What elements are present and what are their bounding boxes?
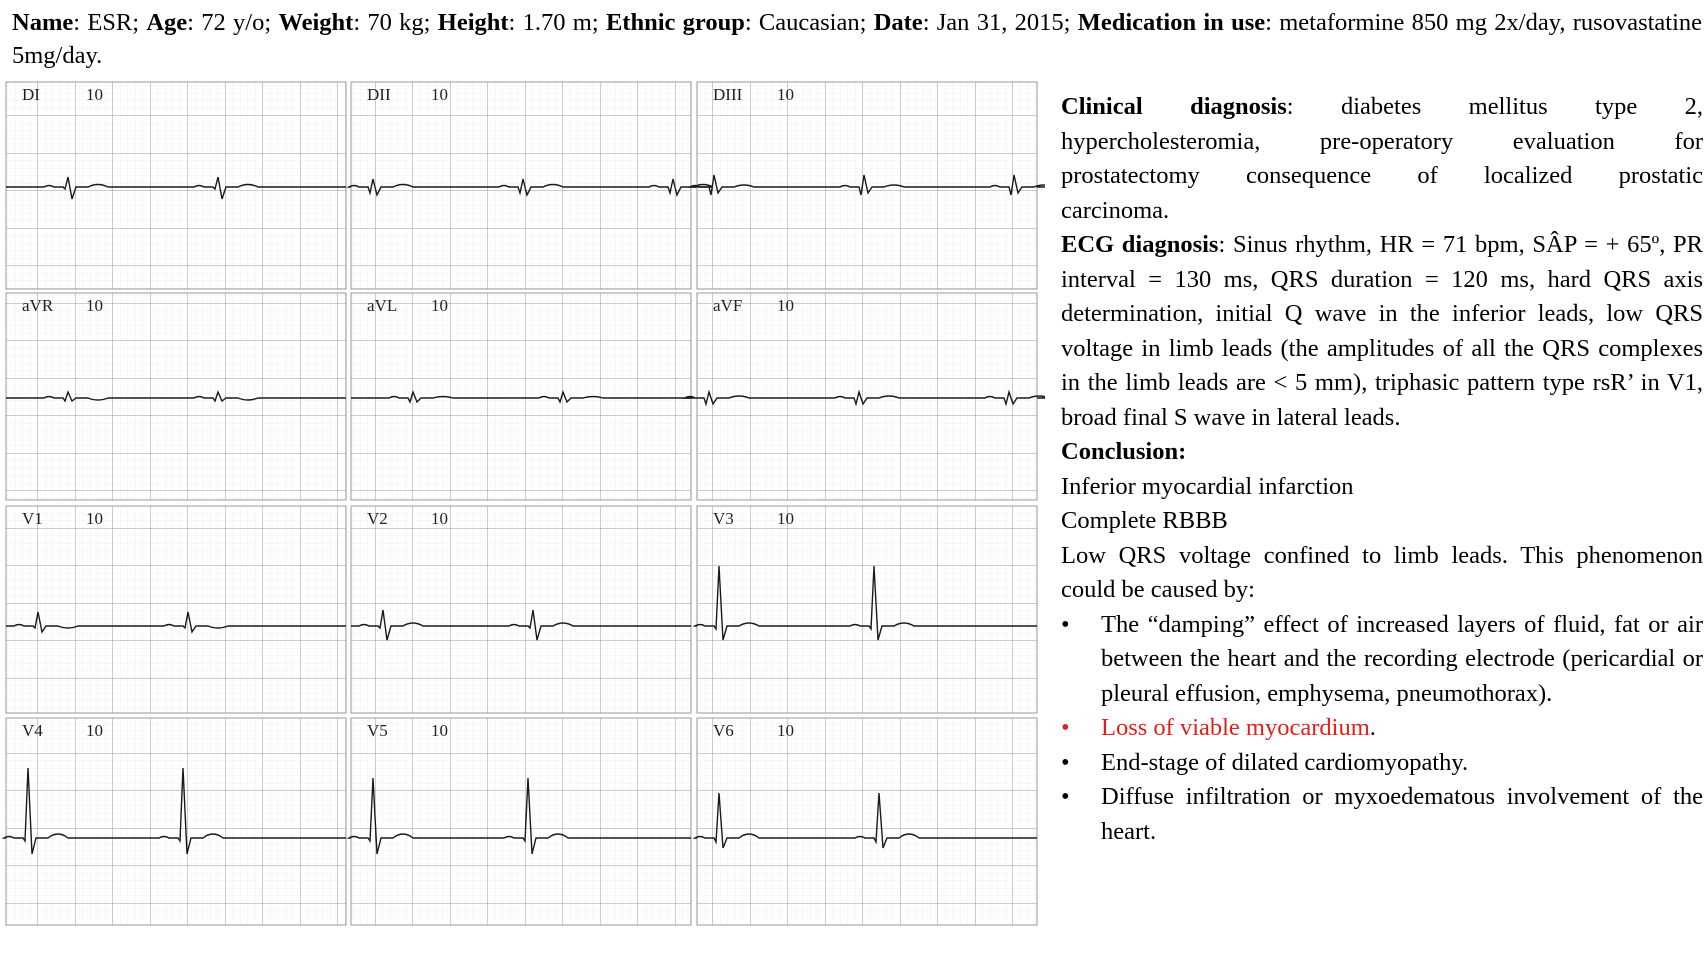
ecg-diagnosis-label: ECG diagnosis [1061,231,1219,258]
ecg-panel-v4 [4,718,346,925]
cause-item: • Diffuse infiltration or myxoedematous involvement of the heart. [1061,780,1703,849]
lead-name-label: V1 [22,509,43,528]
ecg-panel-v5 [349,718,691,925]
clinical-diagnosis-line-2: hypercholesteromia, pre-operatory evaluation for [1061,127,1703,155]
lead-gain-label: 10 [86,721,103,740]
lead-gain-label: 10 [431,721,448,740]
cause-item: • The “damping” effect of increased layers of fluid, fat or air between the heart and the recording electrode (pericardial or pleural effusion, emphysema, pneumothorax). [1061,608,1703,712]
ecg-diagnosis-text: : Sinus rhythm, HR = 71 bpm, SÂP = + 65º, PR interval = 130 ms, QRS duration = 120 ms, hard QRS axis determination, initial Q wave in the inferior leads, low QRS voltage in limb leads (the amplitudes of all the QRS complexes in the limb leads are < 5 mm), triphasic pattern type rsR’ in V1, broad final S wave in lateral leads. [1061,231,1703,431]
name-value: : ESR; [73,9,147,36]
lead-name-label: V4 [22,721,43,740]
ecg-panel-diii [690,82,1045,289]
age-value: : 72 y/o; [187,9,279,36]
height-label: Height [437,9,509,36]
lead-name-label: aVF [713,296,743,315]
date-label: Date [873,9,923,36]
lead-gain-label: 10 [777,296,794,315]
lead-gain-label: 10 [86,85,103,104]
lead-name-label: DIII [713,85,743,104]
lead-name-label: V6 [713,721,734,740]
ecg-panel-avl [351,293,691,500]
clinical-diagnosis-label: Clinical diagnosis [1061,93,1287,120]
lead-gain-label: 10 [777,509,794,528]
medication-value: : metaformine 850 mg 2x/day, rusovastatine 5mg/day. [12,9,1703,69]
patient-header [12,6,1702,72]
age-label: Age [146,9,188,36]
cause-item-highlighted: • Loss of viable myocardium. [1061,711,1703,746]
weight-label: Weight [278,9,354,36]
lead-name-label: V2 [367,509,388,528]
clinical-diagnosis-line-4: carcinoma. [1061,196,1170,224]
ethnic-group-label: Ethnic group [605,9,745,36]
lead-name-label: V3 [713,509,734,528]
ecg-panel-v1 [6,506,346,713]
ethnic-group-value: : Caucasian; [744,9,874,36]
conclusion-item-rbbb: Complete RBBB [1061,507,1228,534]
lead-gain-label: 10 [431,296,448,315]
bullet-icon: • [1061,714,1070,741]
name-label: Name [12,9,74,36]
ecg-panel-avr [6,293,346,500]
ecg-tracing [0,78,1045,960]
conclusion-item-mi: Inferior myocardial infarction [1061,472,1354,500]
clinical-diagnosis-line-3: prostatectomy consequence of localized prostatic [1061,162,1703,189]
lead-name-label: DI [22,85,40,104]
ecg-panel-v2 [351,506,691,713]
lead-name-label: V5 [367,721,388,740]
lead-gain-label: 10 [431,85,448,104]
height-value: : 1.70 m; [508,9,606,36]
ecg-panel-avf [685,293,1045,500]
lead-gain-label: 10 [431,509,448,528]
diagnosis-notes [1061,90,1703,849]
bullet-icon: • [1061,610,1070,638]
lead-name-label: aVL [367,296,398,315]
date-value: : Jan 31, 2015; [922,9,1078,36]
bullet-icon: • [1061,748,1070,776]
ecg-panel-di [6,82,346,289]
ecg-panel-v3 [695,506,1037,713]
lead-name-label: DII [367,85,391,104]
low-voltage-statement: Low QRS voltage confined to limb leads. This phenomenon could be caused by: [1061,541,1703,603]
ecg-diagnosis [1061,228,1703,435]
ecg-panel-dii [349,82,713,289]
lead-gain-label: 10 [86,509,103,528]
lead-name-label: aVR [22,296,54,315]
weight-value: : 70 kg; [353,9,438,36]
lead-gain-label: 10 [86,296,103,315]
clinical-diagnosis-line-1: Clinical diagnosis: diabetes mellitus type 2, [1061,93,1704,120]
conclusion-heading: Conclusion: [1061,438,1187,465]
ecg-grid [0,78,1045,960]
lead-gain-label: 10 [777,85,794,104]
causes-list [1061,608,1703,850]
medication-label: Medication in use [1077,9,1266,36]
lead-gain-label: 10 [777,721,794,740]
cause-item: • End-stage of dilated cardiomyopathy. [1061,746,1703,781]
ecg-panel-v6 [695,718,1037,925]
bullet-icon: • [1061,783,1070,810]
